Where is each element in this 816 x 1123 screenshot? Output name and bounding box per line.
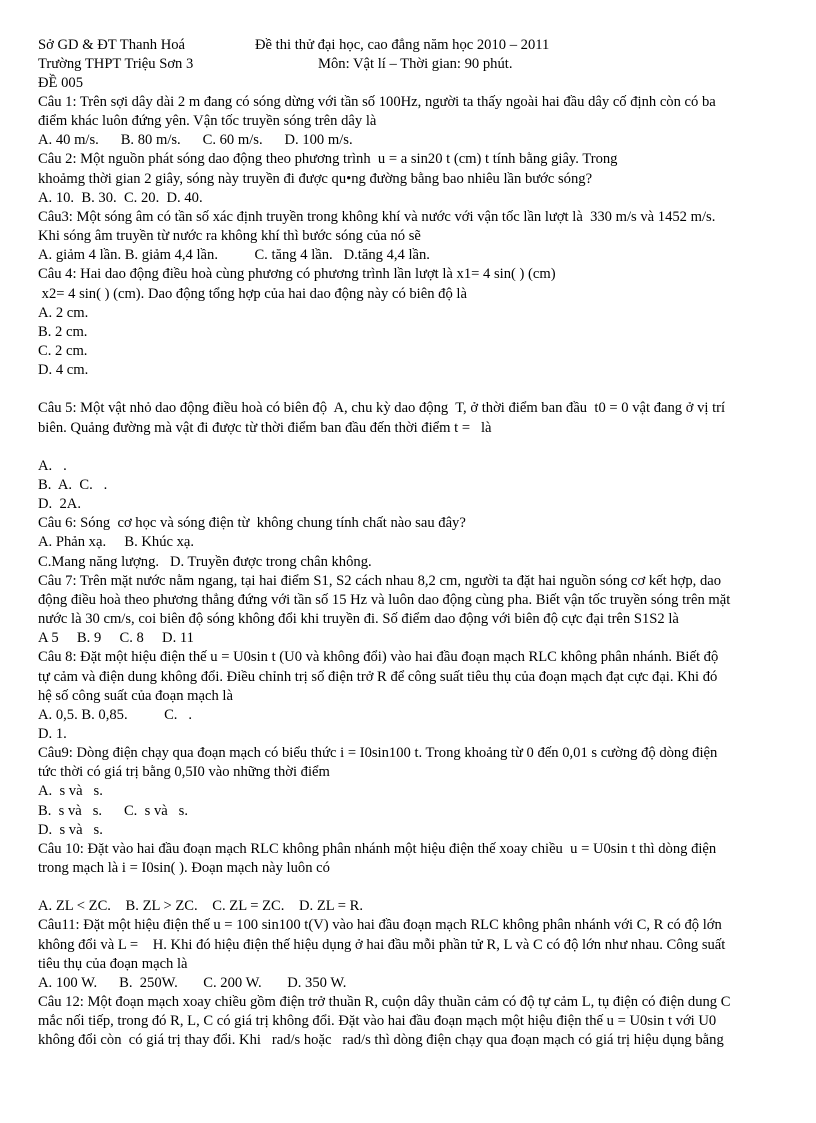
- text-line: Khi sóng âm truyền từ nước ra không khí thì bước sóng của nó sẽ: [38, 228, 421, 245]
- text-line: Câu 8: Đặt một hiệu điện thế u = U0sin t (U0 và không đổi) vào hai đầu đoạn mạch RLC không phân nhánh. Biết độ: [38, 649, 719, 666]
- text-line: điểm khác luôn đứng yên. Vận tốc truyền sóng trên dây là: [38, 113, 377, 130]
- text-line: D. s và s.: [38, 821, 103, 838]
- text-line: B. 2 cm.: [38, 323, 88, 340]
- text-line: A. 0,5. B. 0,85. C. .: [38, 706, 193, 723]
- text-line: B. s và s. C. s và s.: [38, 802, 188, 819]
- text-line: tự cảm và điện dung không đổi. Điều chỉnh trị số điện trở R để công suất tiêu thụ của đoạn mạch đạt cực đại. Khi đó: [38, 668, 718, 685]
- text-line: Câu 12: Một đoạn mạch xoay chiều gồm điện trở thuần R, cuộn dây thuần cảm có độ tự cảm L, tụ điện có điện dung C: [38, 994, 731, 1011]
- text-line: nước là 30 cm/s, coi biên độ sóng không đổi khi truyền đi. Số điểm dao động với biên độ cực đại trên S1S2 là: [38, 611, 679, 628]
- text-line: động điều hoà theo phương thẳng đứng với tần số 15 Hz và luôn dao động cùng pha. Biết vận tốc truyền sóng trên mặt: [38, 591, 731, 608]
- text-line: Câu 5: Một vật nhỏ dao động điều hoà có biên độ A, chu kỳ dao động T, ở thời điểm ban đầu t0 = 0 vật đang ở vị trí: [38, 400, 726, 417]
- text-line: A. Phản xạ. B. Khúc xạ.: [38, 534, 195, 551]
- text-line: D. 4 cm.: [38, 362, 89, 379]
- text-line: C. 2 cm.: [38, 342, 88, 359]
- text-line: không đổi còn có giá trị thay đổi. Khi rad/s hoặc rad/s thì dòng điện chạy qua đoạn mạch có giá trị hiệu dụng bằng: [38, 1032, 724, 1049]
- text-line: A. 2 cm.: [38, 304, 89, 321]
- text-line: Câu 1: Trên sợi dây dài 2 m đang có sóng dừng với tần số 100Hz, người ta thấy ngoài hai đầu dây cố định còn có ba: [38, 94, 716, 110]
- text-line: tức thời có giá trị bằng 0,5I0 vào những thời điểm: [38, 764, 330, 781]
- text-line: A. ZL < ZC. B. ZL > ZC. C. ZL = ZC. D. ZL = R.: [38, 898, 364, 915]
- text-line: khoảmg thời gian 2 giây, sóng này truyền đi được qu•ng đường bằng bao nhiêu lần bước sóng?: [38, 170, 593, 187]
- text-line: C.Mang năng lượng. D. Truyền được trong chân không.: [38, 553, 372, 570]
- text-line: A. .: [38, 457, 67, 474]
- text-line: Câu 7: Trên mặt nước nằm ngang, tại hai điểm S1, S2 cách nhau 8,2 cm, người ta đặt hai nguồn sóng cơ kết hợp, dao: [38, 572, 722, 589]
- text-line: Câu 2: Một nguồn phát sóng dao động theo phương trình u = a sin20 t (cm) t tính bằng giây. Trong: [38, 151, 618, 168]
- text-line: A. 40 m/s. B. 80 m/s. C. 60 m/s. D. 100 m/s.: [38, 132, 353, 149]
- text-line: trong mạch là i = I0sin( ). Đoạn mạch này luôn có: [38, 860, 330, 876]
- text-line: x2= 4 sin( ) (cm). Dao động tổng hợp của hai dao động này có biên độ là: [38, 285, 467, 302]
- text-line: Câu 6: Sóng cơ học và sóng điện từ không chung tính chất nào sau đây?: [38, 515, 466, 532]
- exam-title: Đề thi thử đại học, cao đẳng năm học 2010 – 2011: [255, 37, 550, 53]
- text-line: A. 10. B. 30. C. 20. D. 40.: [38, 189, 203, 206]
- text-line: biên. Quảng đường mà vật đi được từ thời điểm ban đầu đến thời điểm t = là: [38, 419, 492, 436]
- text-line: A. giảm 4 lần. B. giảm 4,4 lần. C. tăng 4 lần. D.tăng 4,4 lần.: [38, 247, 430, 264]
- school-label: Trường THPT Triệu Sơn 3: [38, 56, 194, 72]
- text-line: mắc nối tiếp, trong đó R, L, C có giá trị không đổi. Đặt vào hai đầu đoạn mạch một hiệu điện thế u = U0sin t với U0: [38, 1013, 717, 1030]
- text-line: Câu9: Dòng điện chạy qua đoạn mạch có biểu thức i = I0sin100 t. Trong khoảng từ 0 đến 0,01 s cường độ dòng điện: [38, 745, 718, 762]
- text-line: hệ số công suất của đoạn mạch là: [38, 687, 233, 704]
- dept-label: Sở GD & ĐT Thanh Hoá: [38, 37, 186, 53]
- text-line: Câu3: Một sóng âm có tần số xác định truyền trong không khí và nước với vận tốc lần lượt là 330 m/s và 1452 m/s.: [38, 208, 716, 225]
- text-line: Câu11: Đặt một hiệu điện thế u = 100 sin100 t(V) vào hai đầu đoạn mạch RLC không phân nhánh với C, R có độ lớn: [38, 917, 722, 934]
- text-line: Câu 10: Đặt vào hai đầu đoạn mạch RLC không phân nhánh một hiệu điện thế xoay chiều u = U0sin t thì dòng điện: [38, 840, 717, 857]
- text-line: A. s và s.: [38, 783, 103, 800]
- text-line: D. 2A.: [38, 496, 81, 513]
- text-line: Câu 4: Hai dao động điều hoà cùng phương có phương trình lần lượt là x1= 4 sin( ) (cm): [38, 266, 556, 283]
- text-line: B. A. C. .: [38, 477, 108, 493]
- text-line: A 5 B. 9 C. 8 D. 11: [38, 630, 194, 647]
- text-line: D. 1.: [38, 725, 67, 742]
- text-line: A. 100 W. B. 250W. C. 200 W. D. 350 W.: [38, 974, 347, 991]
- text-line: không đổi và L = H. Khi đó hiệu điện thế hiệu dụng ở hai đầu mỗi phần tử R, L và C có độ lớn như nhau. Công suất: [38, 936, 726, 953]
- exam-code: ĐỀ 005: [38, 75, 83, 91]
- text-line: tiêu thụ của đoạn mạch là: [38, 955, 188, 972]
- subject-label: Môn: Vật lí – Thời gian: 90 phút.: [318, 56, 513, 72]
